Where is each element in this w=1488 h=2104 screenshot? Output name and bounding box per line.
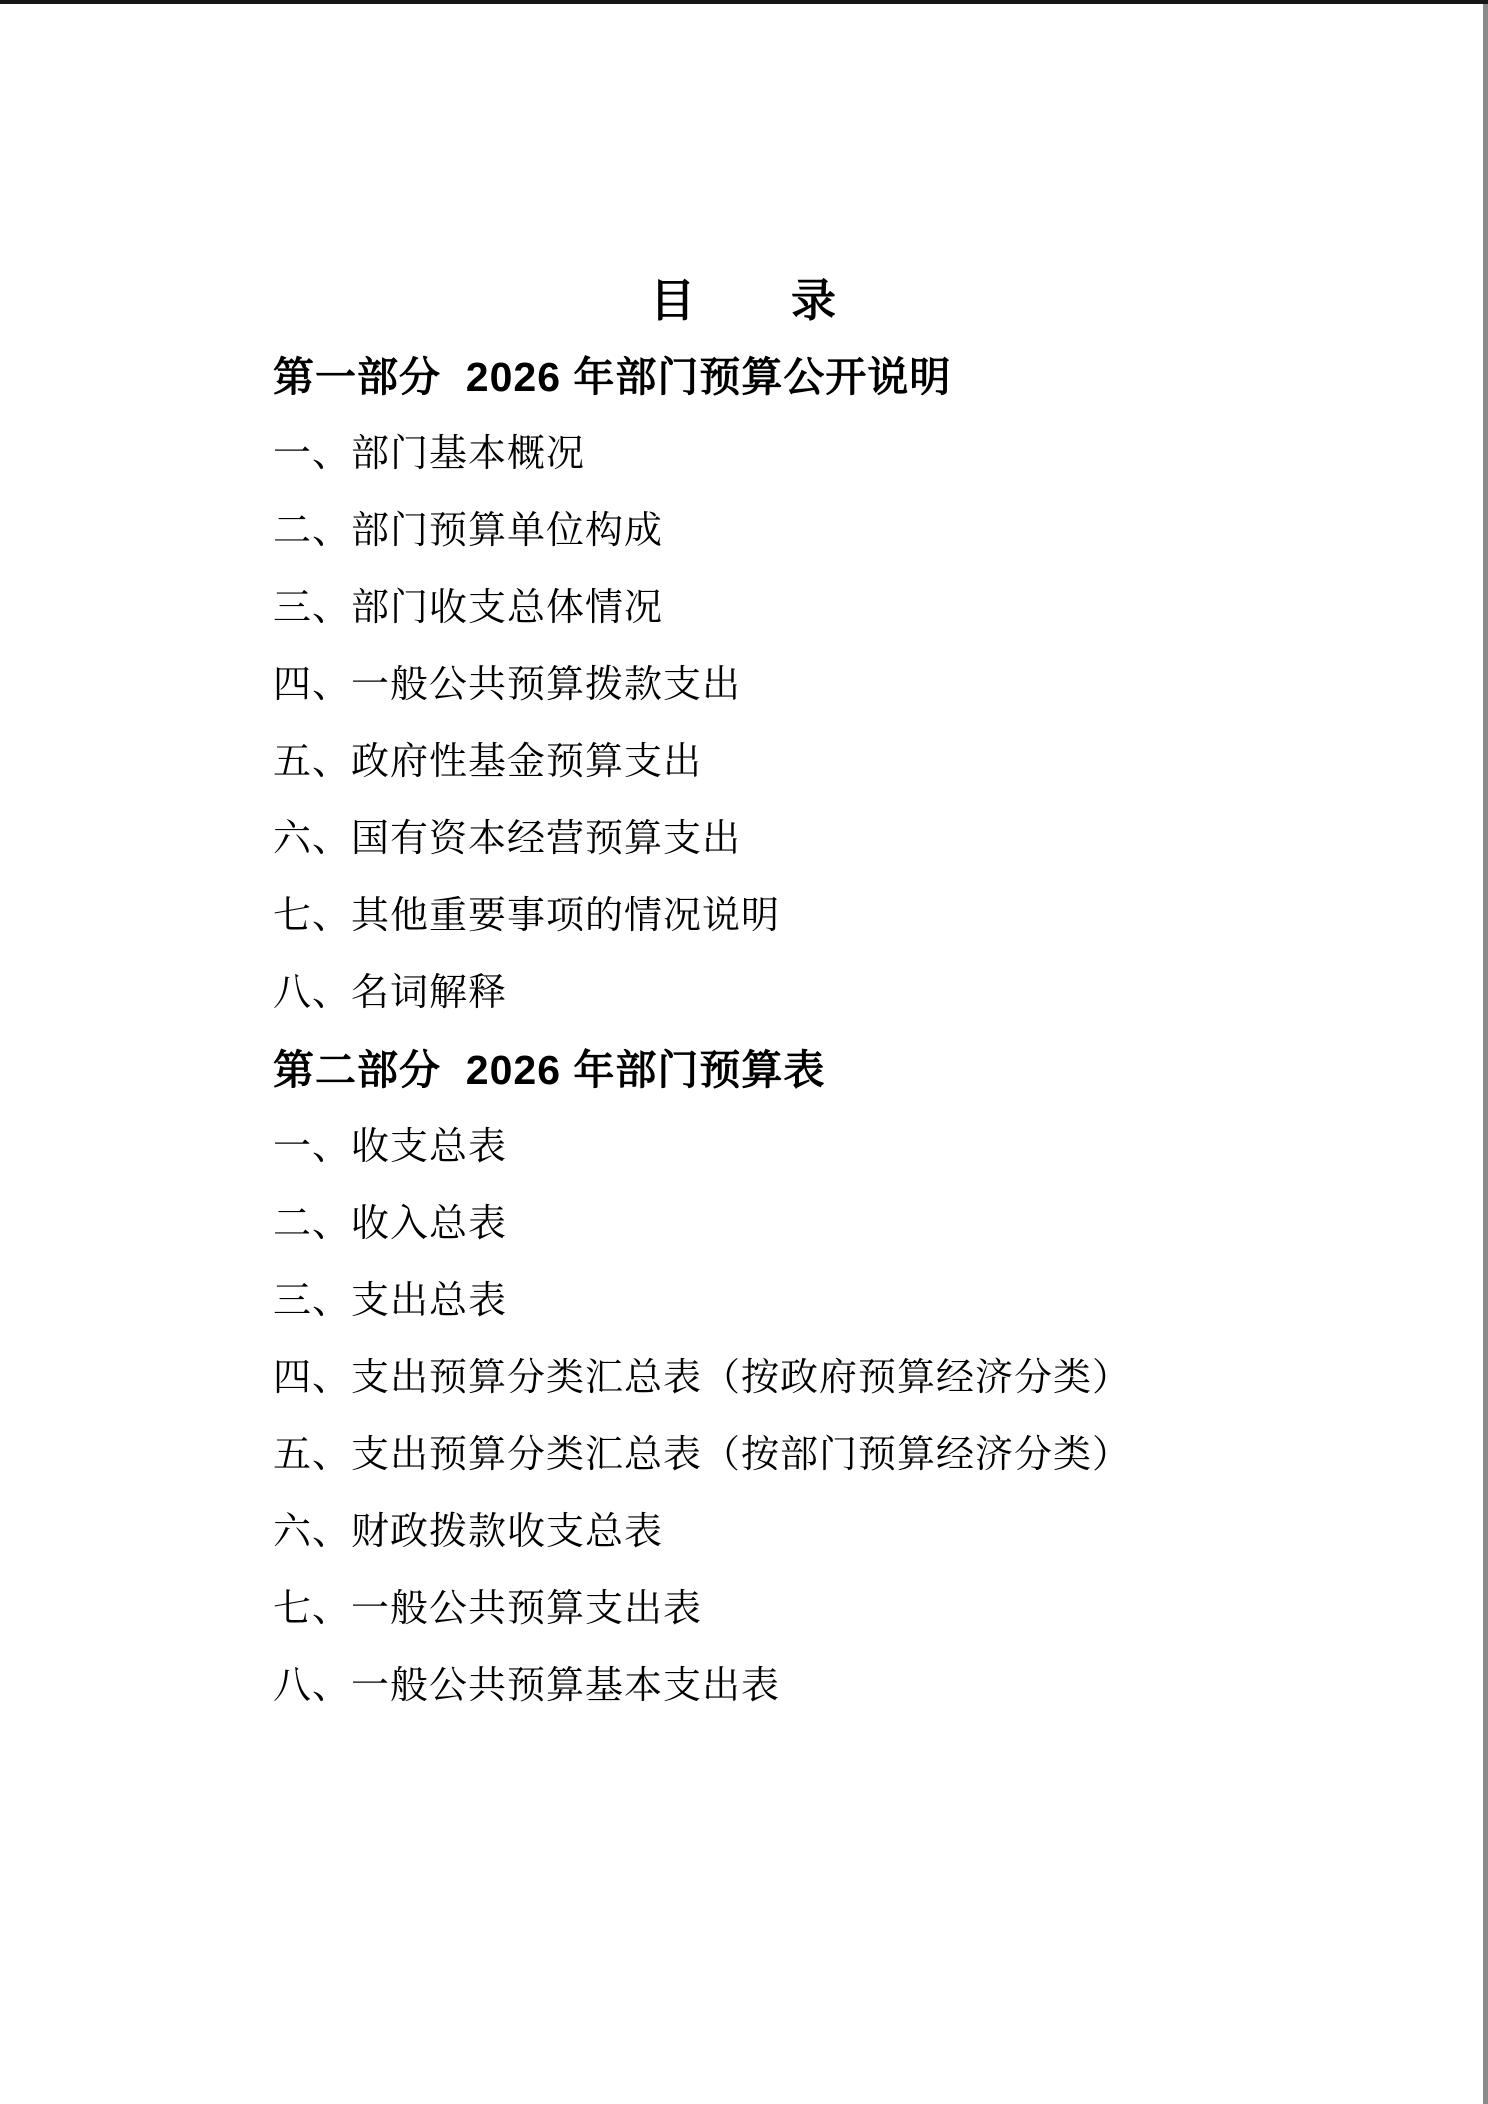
toc-item-part1-1: 一、部门基本概况 [273,433,586,475]
toc-item-part1-3: 三、部门收支总体情况 [273,587,664,629]
toc-item-part2-4: 四、支出预算分类汇总表（按政府预算经济分类） [273,1357,1132,1399]
toc-item-part2-6: 六、财政拨款收支总表 [273,1511,664,1553]
toc-item-part1-5: 五、政府性基金预算支出 [273,741,703,783]
page-title: 目 录 [649,275,838,326]
toc-item-part1-2: 二、部门预算单位构成 [273,510,664,552]
section-1-heading: 第一部分 2026 年部门预算公开说明 [273,354,952,400]
table-of-contents [0,262,1488,1725]
top-border [0,0,1488,4]
toc-item-part2-7: 七、一般公共预算支出表 [273,1588,703,1630]
toc-item-part1-8: 八、名词解释 [273,972,508,1014]
toc-item-part2-8: 八、一般公共预算基本支出表 [273,1665,781,1707]
toc-item-part2-1: 一、收支总表 [273,1126,508,1168]
right-border [1483,0,1488,2104]
toc-item-part2-3: 三、支出总表 [273,1280,508,1322]
toc-item-part2-5: 五、支出预算分类汇总表（按部门预算经济分类） [273,1434,1132,1476]
toc-item-part2-2: 二、收入总表 [273,1203,508,1245]
toc-item-part1-7: 七、其他重要事项的情况说明 [273,895,781,937]
section-2-heading: 第二部分 2026 年部门预算表 [273,1047,826,1093]
toc-item-part1-6: 六、国有资本经营预算支出 [273,818,742,860]
toc-item-part1-4: 四、一般公共预算拨款支出 [273,664,742,706]
